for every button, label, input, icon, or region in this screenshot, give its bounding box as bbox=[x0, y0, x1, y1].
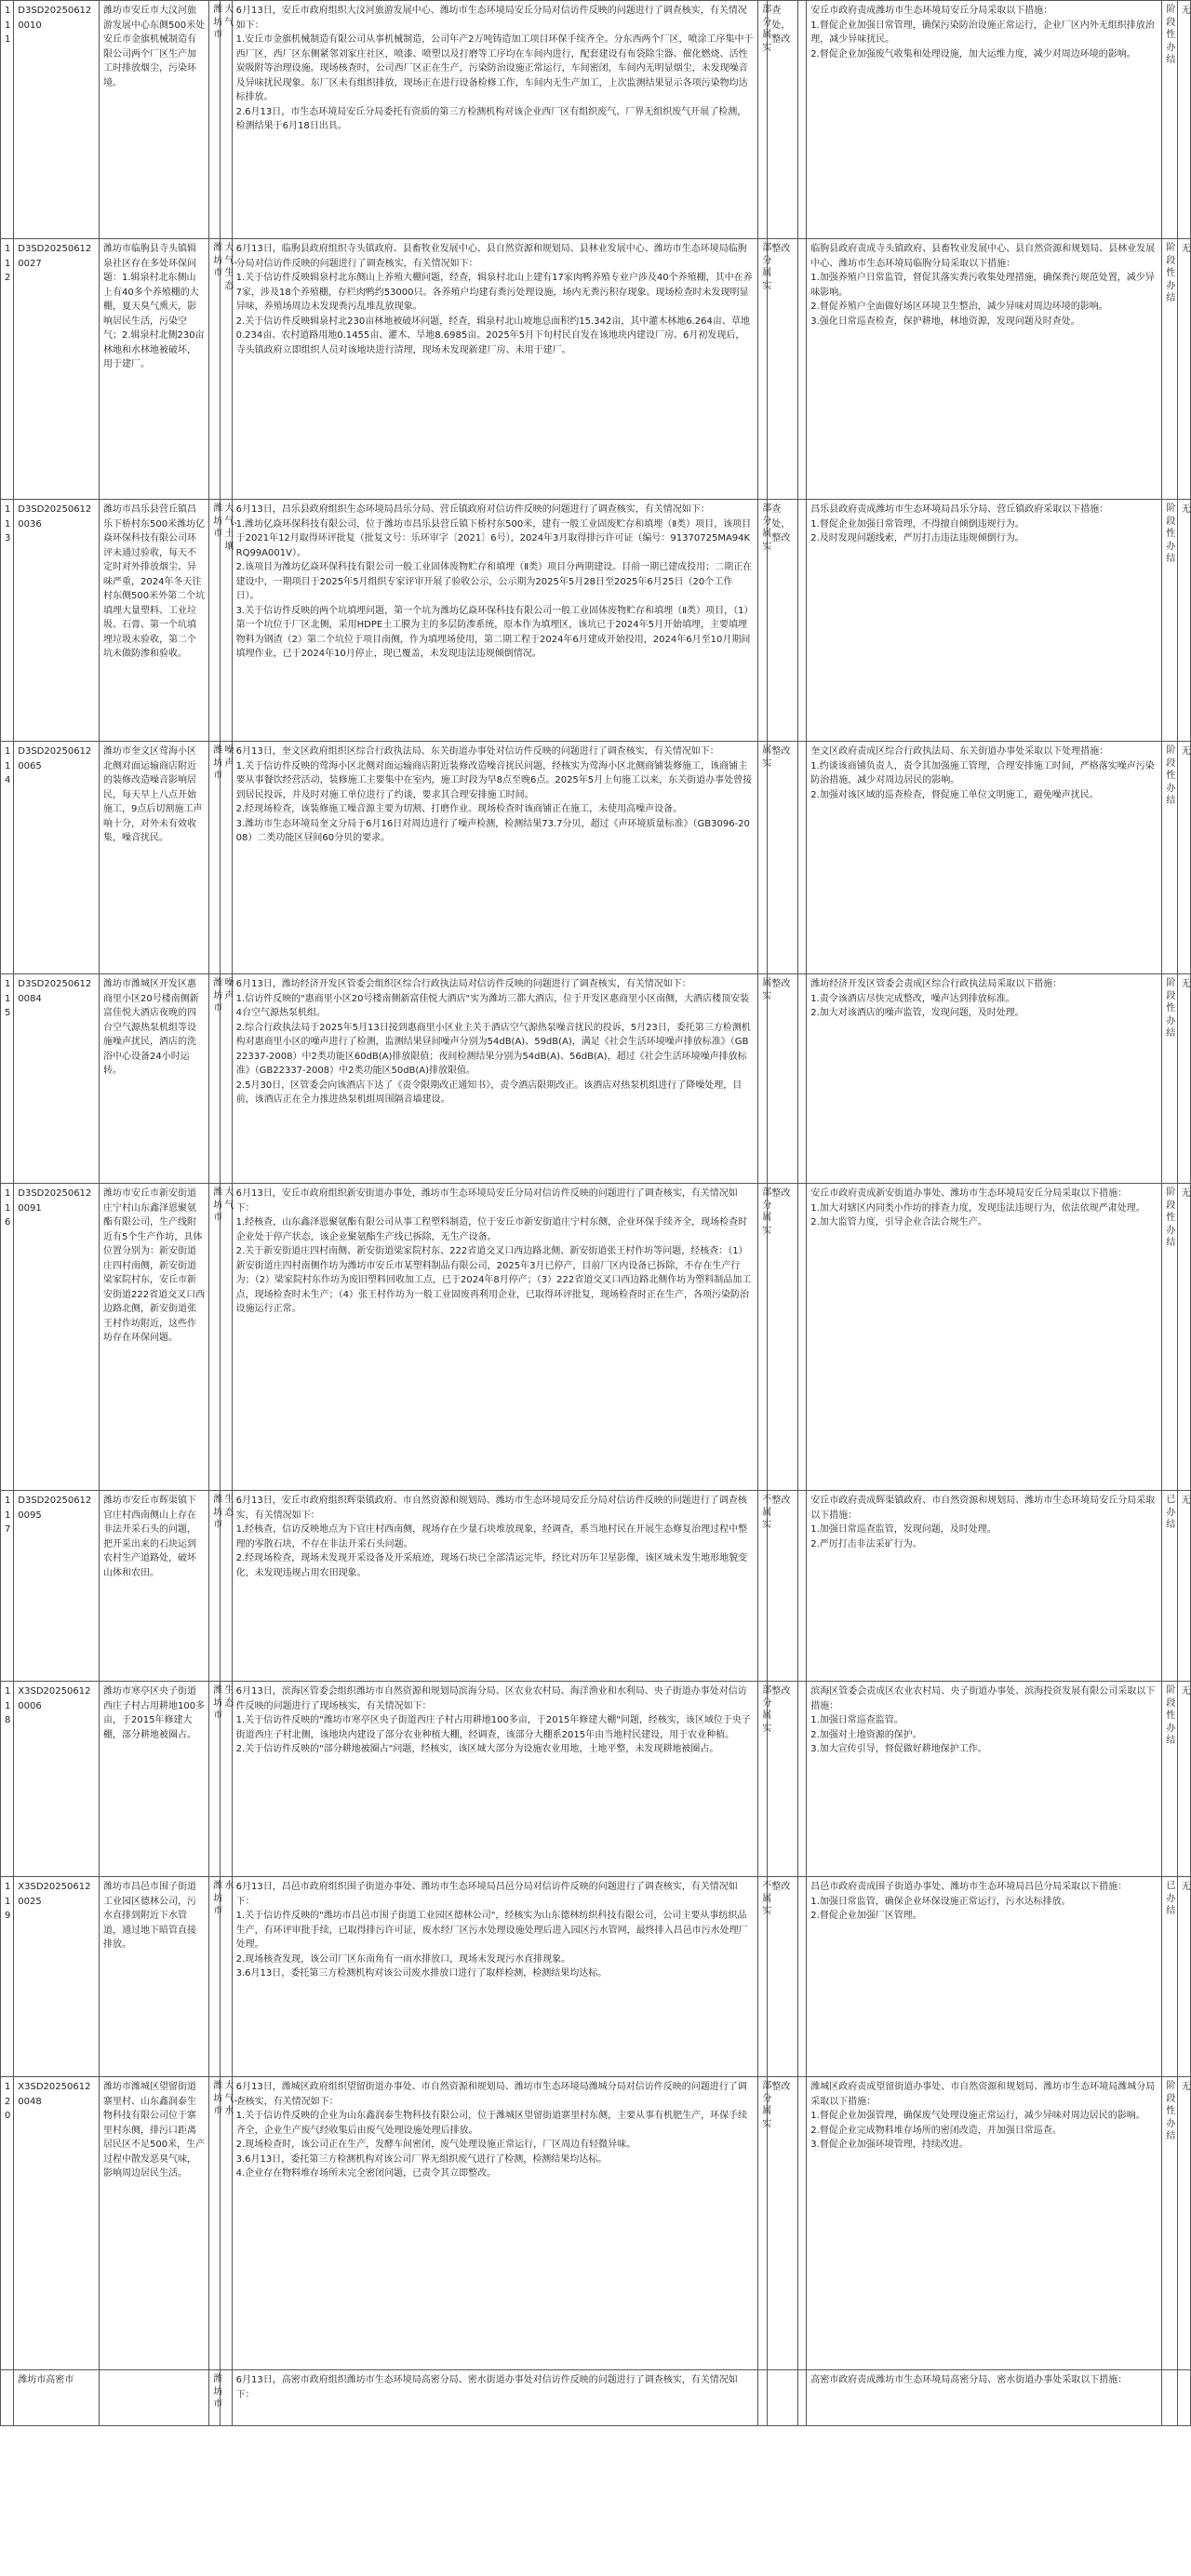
row-stage: 阶段性办结 bbox=[1162, 742, 1177, 974]
row-pollution-type: 生态 bbox=[221, 1682, 232, 1877]
row-district: 潍坊市 bbox=[209, 2077, 221, 2370]
row-pollution-type: 噪声 bbox=[221, 742, 232, 974]
row-description: 潍坊市奎文区莺海小区北侧对面运输商店附近的装修改造噪音影响居民，每天早上八点开始施工，9点后切割施工声响十分，对外未有效收集，噪音扰民。 bbox=[99, 742, 208, 974]
row-extra: 无 bbox=[1177, 2077, 1190, 2370]
row-verified: 部分属实 bbox=[758, 1, 768, 239]
row-verification: 6月13日，潍城区政府组织望留街道办事处、市自然资源和规划局、潍坊市生态环境局潍城分局对信访件反映的问题进行了调查核实，有关情况如下： 1.关于信访件反映的企业为山东鑫润泰生物科技有限公司，位于潍城区望留街道寨里村东侧，主要从事有机肥生产，环保手续齐全，企业生产废气经收集后由废气处理设施处理后排放。 2.现场检查时，该公司正在生产，发酵车间密闭，废气处理设施正常运行，厂区周边有轻微异味。 3.6月13日，委托第三方检测机构对该公司厂界无组织废气进行了检测，检测结果均达标。 4.企业存在物料堆存场所未完全密闭问题，已责令其立即整改。 bbox=[232, 2077, 758, 2370]
row-code: X3SD202506120006 bbox=[14, 1682, 100, 1877]
table-row bbox=[1, 2370, 1191, 2426]
row-spacer bbox=[798, 742, 807, 974]
row-description: 潍坊市潍城区开发区惠商里小区20号楼南侧新富佳悦大酒店夜晚的四台空气源热泵机组等设施噪声扰民，酒店的洗浴中心设备24小时运转。 bbox=[99, 974, 208, 1184]
row-verification: 6月13日，昌邑市政府组织围子街道办事处、潍坊市生态环境局昌邑分局对信访件反映的问题进行了调查核实，有关情况如下： 1.关于信访件反映的"潍坊市昌邑市围子街道工业园区德林公司"，经核实为山东德林纺织科技有限公司，公司主要从事纺织品生产，有环评审批手续，已取得排污许可证，废水经厂区污水处理设施处理后进入园区污水管网，最终排入昌邑市污水处理厂处理。 2.现场核查发现，该公司厂区东南角有一雨水排放口，现场未发现污水直排现象。 3.6月13日，委托第三方检测机构对该公司废水排放口进行了取样检测，检测结果均达标。 bbox=[232, 1877, 758, 2077]
row-verification: 6月13日，昌乐县政府组织生态环境局昌乐分局、营丘镇政府对信访件反映的问题进行了调查核实，有关情况如下： 1.潍坊亿焱环保科技有限公司，位于潍坊市昌乐县营丘镇下桥村东500米，建有一般工业固废贮存和填埋（Ⅱ类）项目，该项目于2021年12月取得环评批复（批复文号：乐环审字〔2021〕6号），2024年3月取得排污许可证（编号：91370725MA94KRQ99A001V）。 2.该项目为潍坊亿焱环保科技有限公司一般工业固体废物贮存和填埋（Ⅱ类）项目分两期建设。目前一期已建成投用；二期正在建设中，一期项目于2025年5月组织专家评审开展了验收公示，公示期为2025年5月28日至2025年6月25日（20个工作日）。 3.关于信访件反映的两个坑填埋问题，第一个坑为潍坊亿焱环保科技有限公司一般工业固体废物贮存和填埋（Ⅱ类）项目，（1）第一个坑位于厂区北侧，采用HDPE土工膜为主的多层防渗系统，原本作为填埋区，该坑已于2024年5月开始填埋，主要填埋物料为钢渣（2）第二个坑位于项目南侧，作为填埋场使用，第二期工程于2024年6月建成开始投用，2024年6月至10月期间填埋作业，已于2024年10月停止，现已覆盖，未发现违法违规倾倒情况。 bbox=[232, 500, 758, 742]
row-seq bbox=[1, 2370, 14, 2426]
row-district: 潍坊市 bbox=[209, 500, 221, 742]
row-seq: 112 bbox=[1, 239, 14, 500]
row-verified: 部分属实 bbox=[758, 1184, 768, 1491]
row-stage: 已办结 bbox=[1162, 1877, 1177, 2077]
row-code: D3SD202506120084 bbox=[14, 974, 100, 1184]
row-spacer bbox=[798, 974, 807, 1184]
row-extra: 无 bbox=[1177, 1682, 1190, 1877]
row-description: 潍坊市临朐县寺头镇辑泉社区存在多处环保问题：1.辑泉村北东侧山上有40多个养殖棚的大棚，夏天臭气熏天，影响居民生活，污染空气；2.辑泉村北侧230亩林地和水林地被破坏，用于建厂。 bbox=[99, 239, 208, 500]
row-code: D3SD202506120010 bbox=[14, 1, 100, 239]
row-pollution-type: 大气、生态 bbox=[221, 239, 232, 500]
row-measures: 临朐县政府责成寺头镇政府、县畜牧业发展中心、县自然资源和规划局、县林业发展中心、潍坊市生态环境局临朐分局采取以下措施： 1.加强养殖户日常监管，督促其落实粪污收集处理措施，确保粪污规范处置，减少异味影响。 2.督促养殖户全面做好场区环境卫生整治，减少异味对周边环境的影响。 3.强化日常巡查检查，保护耕地，林地资源，发现问题及时查处。 bbox=[807, 239, 1162, 500]
row-measures: 安丘市政府责成辉渠镇政府、市自然资源和规划局、潍坊市生态环境局安丘分局采取以下措施： 1.加强日常巡查监管，发现问题，及时处理。 2.严厉打击非法采矿行为。 bbox=[807, 1491, 1162, 1682]
row-extra: 无 bbox=[1177, 239, 1190, 500]
row-handling-type: 整改 bbox=[768, 974, 798, 1184]
row-district: 潍坊市 bbox=[209, 974, 221, 1184]
row-spacer bbox=[798, 239, 807, 500]
table-row bbox=[1, 974, 1191, 1184]
row-code: D3SD202506120095 bbox=[14, 1491, 100, 1682]
row-measures: 安丘市政府责成潍坊市生态环境局安丘分局采取以下措施： 1.督促企业加强日常管理，确保污染防治设施正常运行，企业厂区内外无组织排放治理，减少异味扰民。 2.督促企业加强废气收集和处理设施，加大运维力度，减少对周边环境的影响。 bbox=[807, 1, 1162, 239]
row-verified bbox=[758, 2370, 768, 2426]
row-spacer bbox=[798, 500, 807, 742]
table-row bbox=[1, 1, 1191, 239]
row-extra: 无 bbox=[1177, 500, 1190, 742]
row-verification: 6月13日，潍坊经济开发区管委会组织区综合行政执法局对信访件反映的问题进行了调查核实，有关情况如下： 1.信访件反映的"惠商里小区20号楼南侧新富佳悦大酒店"实为潍坊三都大酒店，位于开发区惠商里小区南侧，大酒店楼顶安装4台空气源热泵机组。 2.综合行政执法局于2025年5月13日接到惠商里小区业主关于酒店空气源热泵噪音扰民的投诉，5月23日，委托第三方检测机构对惠商里小区的噪声进行了检测，监测结果昼间噪声分别为54dB(A)、59dB(A)，满足《社会生活环境噪声排放标准》（GB22337-2008）中2类功能区60dB(A)排放限值；夜间检测结果分别为54dB(A)、56dB(A)，超过《社会生活环境噪声排放标准》（GB22337-2008）中2类功能区50dB(A)排放限值。 2.5月30日，区管委会向该酒店下达了《责令限期改正通知书》，责令酒店限期改正。该酒店对热泵机组进行了降噪处理，目前，该酒店正在全力推进热泵机组周围隔音墙建设。 bbox=[232, 974, 758, 1184]
row-description: 潍坊市安丘市大汶河旅游发展中心东侧500米处安丘市金旗机械制造有限公司两个厂区生产加工时排放烟尘，污染环境。 bbox=[99, 1, 208, 239]
row-description: 潍坊市昌邑市围子街道工业园区德林公司，污水直排到附近下水管道，通过地下暗管直接排放。 bbox=[99, 1877, 208, 2077]
row-stage: 已办结 bbox=[1162, 1491, 1177, 1682]
row-stage: 阶段性办结 bbox=[1162, 500, 1177, 742]
row-district: 潍坊市 bbox=[209, 1877, 221, 2077]
row-code: D3SD202506120027 bbox=[14, 239, 100, 500]
row-spacer bbox=[798, 1184, 807, 1491]
row-seq: 115 bbox=[1, 974, 14, 1184]
row-spacer bbox=[798, 1877, 807, 2077]
row-handling-type: 整改 bbox=[768, 742, 798, 974]
row-handling-type bbox=[768, 2370, 798, 2426]
row-verified: 部分属实 bbox=[758, 500, 768, 742]
row-handling-type: 整改 bbox=[768, 1877, 798, 2077]
row-extra: 无 bbox=[1177, 742, 1190, 974]
row-stage: 阶段性办结 bbox=[1162, 1682, 1177, 1877]
row-description: 潍坊市潍城区望留街道寨里村、山东鑫润泰生物科技有限公司位于寨里村东侧，排污口距离居民区不足500米，生产过程中散发恶臭气味，影响周边居民生活。 bbox=[99, 2077, 208, 2370]
row-measures: 潍坊经济开发区管委会责成区综合行政执法局采取以下措施： 1.责令该酒店尽快完成整改，噪声达到排放标准。 2.加大对该酒店的噪声监管，发现问题，及时处理。 bbox=[807, 974, 1162, 1184]
row-pollution-type: 生态 bbox=[221, 1491, 232, 1682]
row-seq: 116 bbox=[1, 1184, 14, 1491]
row-verification: 6月13日，临朐县政府组织寺头镇政府、县畜牧业发展中心、县自然资源和规划局、县林业发展中心、潍坊市生态环境局临朐分局对信访件反映的问题进行了调查核实，有关情况如下： 1.关于信访件反映辑泉村北东侧山上养殖大棚问题，经查，辑泉村北山上建有17家肉鸭养殖专业户涉及40个养殖棚，其中在养7家，涉及18个养殖棚，存栏肉鸭约53000只。各养殖户均建有粪污处理设施，场内无粪污积存现象。现场检查时未发现明显异味，养殖场周边未发现粪污乱堆乱放现象。 2.关于信访件反映辑泉村北230亩林地被破坏问题，经查，辑泉村北山坡地总面积约15.342亩，其中灌木林地6.264亩、草地0.234亩、农村道路用地0.1455亩、灌木、旱地8.6985亩。2025年5月下旬村民自发在该地块内建设厂房。6月初发现后，寺头镇政府立即组织人员对该地块进行清理，现场未发现新建厂房、未用于建厂。 bbox=[232, 239, 758, 500]
row-district: 潍坊市 bbox=[209, 239, 221, 500]
row-district: 潍坊市 bbox=[209, 1, 221, 239]
row-extra: 无 bbox=[1177, 974, 1190, 1184]
table-row bbox=[1, 1877, 1191, 2077]
row-verified: 不属实 bbox=[758, 1491, 768, 1682]
row-verification: 6月13日，奎文区政府组织区综合行政执法局、东关街道办事处对信访件反映的问题进行了调查核实，有关情况如下： 1.关于信访件反映的莺海小区北侧对面运输商店附近装修改造噪音扰民问题，经核实为莺海小区北侧商铺装修施工，该商铺主要从事餐饮经营活动，装修施工主要集中在室内，施工时段为早8点至晚6点。2025年5月上旬施工以来，东关街道办事处曾接到居民投诉，并及时对施工单位进行了约谈，要求其合理安排施工时间。 2.经现场检查，该装修施工噪音源主要为切割、打磨作业。现场检查时该商铺正在施工，未使用高噪声设备。 3.潍坊市生态环境局奎文分局于6月16日对周边进行了噪声检测，检测结果73.7分贝，超过《声环境质量标准》（GB3096-2008）二类功能区昼间60分贝的要求。 bbox=[232, 742, 758, 974]
row-verified: 部分属实 bbox=[758, 1682, 768, 1877]
row-handling-type: 整改 bbox=[768, 1682, 798, 1877]
row-pollution-type: 大气、水 bbox=[221, 2077, 232, 2370]
row-handling-type: 查处，整改 bbox=[768, 500, 798, 742]
row-description: 潍坊市安丘市辉渠镇下官庄村西南侧山上存在非法开采石头的问题，把开采出来的石块运到农村生产道路处，破坏山体和农田。 bbox=[99, 1491, 208, 1682]
row-description: 潍坊市安丘市新安街道庄宁村山东鑫泽恩聚氨酯有限公司，生产线附近有5个生产作坊，具体位置分别为：新安街道庄四村南侧，新安街道梁家院村东，安丘市新安街道222省道交叉口西边路北侧，新安街道张王村作坊附近，这些作坊存在环保问题。 bbox=[99, 1184, 208, 1491]
row-description bbox=[99, 2370, 208, 2426]
row-pollution-type: 噪声 bbox=[221, 974, 232, 1184]
row-stage: 阶段性办结 bbox=[1162, 974, 1177, 1184]
row-handling-type: 整改 bbox=[768, 1184, 798, 1491]
row-verified: 属实 bbox=[758, 974, 768, 1184]
row-district: 潍坊市 bbox=[209, 2370, 221, 2426]
row-measures: 安丘市政府责成新安街道办事处、潍坊市生态环境局安丘分局采取以下措施： 1.加大对辖区内同类小作坊的排查力度，发现违法违规行为，依法依规严肃处理。 2.加大监管力度，引导企业合法合规生产。 bbox=[807, 1184, 1162, 1491]
row-handling-type: 查处，整改 bbox=[768, 1, 798, 239]
row-verification: 6月13日，滨海区管委会组织潍坊市自然资源和规划局滨海分局、区农业农村局、海洋渔业和水利局、央子街道办事处对信访件反映的问题进行了现场核实，有关情况如下： 1.关于信访件反映的"潍坊市寒亭区央子街道西庄子村占用耕地100多亩，于2015年修建大棚"问题，经核实，该区域位于央子街道西庄子村北侧，该地块内建设了部分农业种植大棚，经调查，该部分大棚系2015年由当地村民建设，用于农业种植。 2.关于信访件反映的"部分耕地被圈占"问题，经核实，该区域大部分为设施农业用地，土地平整，未发现耕地被圈占。 bbox=[232, 1682, 758, 1877]
row-seq: 120 bbox=[1, 2077, 14, 2370]
row-spacer bbox=[798, 2370, 807, 2426]
row-code: D3SD202506120036 bbox=[14, 500, 100, 742]
row-handling-type: 整改 bbox=[768, 239, 798, 500]
row-extra: 无 bbox=[1177, 1, 1190, 239]
row-handling-type: 整改 bbox=[768, 2077, 798, 2370]
row-measures: 潍城区政府责成望留街道办事处、市自然资源和规划局、潍坊市生态环境局潍城分局采取以下措施： 1.督促企业加强管理，确保废气处理设施正常运行，减少异味对周边居民的影响。 2.督促企业完成物料堆存场所的密闭改造，并加强日常巡查。 3.督促企业加强环境管理，持续改进。 bbox=[807, 2077, 1162, 2370]
row-district: 潍坊市 bbox=[209, 1491, 221, 1682]
row-verification: 6月13日，安丘市政府组织大汶河旅游发展中心、潍坊市生态环境局安丘分局对信访件反映的问题进行了调查核实，有关情况如下： 1.安丘市金旗机械制造有限公司从事机械制造，公司年产2万吨铸造加工项目环保手续齐全。分东西两个厂区，喷涂工序集中于西厂区，西厂区东侧紧邻刘家庄社区，喷漆、喷塑以及打磨等工序均在车间内进行，配套建设有布袋除尘器、催化燃烧、活性炭吸附等治理设施。现场核查时，公司西厂区正在生产，污染防治设施正常运行，车间密闭，车间内无明显烟尘，未发现噪音及异味扰民现象。东厂区未有组织排放，现场正在进行设备检修工作，车间内无生产加工，上次监测结果显示各项污染物均达标排放。 2.6月13日，市生态环境局安丘分局委托有资质的第三方检测机构对该企业西厂区有组织废气、厂界无组织废气开展了检测，检测结果于6月18日出具。 bbox=[232, 1, 758, 239]
row-verified: 属实 bbox=[758, 742, 768, 974]
row-measures: 奎文区政府责成区综合行政执法局、东关街道办事处采取以下处理措施： 1.约谈该商铺负责人，责令其加强施工管理，合理安排施工时间，严格落实噪声污染防治措施，减少对周边居民的影响。 2.加强对该区域的巡查检查，督促施工单位文明施工，避免噪声扰民。 bbox=[807, 742, 1162, 974]
row-stage: 阶段性办结 bbox=[1162, 2077, 1177, 2370]
row-pollution-type: 水 bbox=[221, 1877, 232, 2077]
row-measures: 高密市政府责成潍坊市生态环境局高密分局、密水街道办事处采取以下措施： bbox=[807, 2370, 1162, 2426]
row-extra bbox=[1177, 2370, 1190, 2426]
row-extra: 无 bbox=[1177, 1491, 1190, 1682]
row-seq: 111 bbox=[1, 1, 14, 239]
row-district: 潍坊市 bbox=[209, 1184, 221, 1491]
table-row bbox=[1, 1184, 1191, 1491]
row-measures: 滨海区管委会责成区农业农村局、央子街道办事处、滨海投资发展有限公司采取以下措施： 1.加强日常巡查监管。 2.加强对土地资源的保护。 3.加大宣传引导，督促做好耕地保护工作。 bbox=[807, 1682, 1162, 1877]
row-code: X3SD202506120025 bbox=[14, 1877, 100, 2077]
row-verification: 6月13日，安丘市政府组织新安街道办事处，潍坊市生态环境局安丘分局对信访件反映的问题进行了调查核实，有关情况如下： 1.经核查，山东鑫泽恩聚氨酯有限公司从事工程塑料制造，位于安丘市新安街道庄宁村东侧，企业环保手续齐全，现场检查时企业处于停产状态，该企业聚氨酯生产线已拆除，无生产设备。 2.关于新安街道庄四村南侧、新安街道梁家院村东、222省道交叉口西边路北侧、新安街道张王村作坊等问题，经核查：（1）新安街道庄四村南侧作坊为潍坊市安丘市某塑料制品有限公司，2025年3月已停产，目前厂区内设备已拆除，不存在生产行为；（2）梁家院村东作坊为废旧塑料回收加工点，已于2024年8月停产；（3）222省道交叉口西边路北侧作坊为塑料制品加工点，现场检查时未生产；（4）张王村作坊为一般工业固废再利用企业，已取得环评批复，现场检查时正在生产，各项污染防治设施运行正常。 bbox=[232, 1184, 758, 1491]
row-pollution-type: 大气 bbox=[221, 1184, 232, 1491]
row-spacer bbox=[798, 1, 807, 239]
row-stage: 阶段性办结 bbox=[1162, 239, 1177, 500]
table-row bbox=[1, 1491, 1191, 1682]
row-seq: 118 bbox=[1, 1682, 14, 1877]
row-measures: 昌乐县政府责成潍坊市生态环境局昌乐分局、营丘镇政府采取以下措施： 1.督促企业加强日常管理，不得擅自倾倒违规行为。 2.及时发现问题线索，严厉打击违法违规倾倒行为。 bbox=[807, 500, 1162, 742]
row-extra: 无 bbox=[1177, 1184, 1190, 1491]
row-seq: 117 bbox=[1, 1491, 14, 1682]
row-district: 潍坊市 bbox=[209, 1682, 221, 1877]
row-stage bbox=[1162, 2370, 1177, 2426]
table-row bbox=[1, 239, 1191, 500]
row-code: X3SD202506120048 bbox=[14, 2077, 100, 2370]
row-stage: 阶段性办结 bbox=[1162, 1184, 1177, 1491]
row-spacer bbox=[798, 1491, 807, 1682]
row-code: 潍坊市高密市 bbox=[14, 2370, 100, 2426]
row-spacer bbox=[798, 2077, 807, 2370]
table-row bbox=[1, 1682, 1191, 1877]
row-pollution-type: 大气 bbox=[221, 1, 232, 239]
row-seq: 113 bbox=[1, 500, 14, 742]
row-code: D3SD202506120065 bbox=[14, 742, 100, 974]
row-description: 潍坊市寒亭区央子街道西庄子村占用耕地100多亩，于2015年修建大棚，部分耕地被圈占。 bbox=[99, 1682, 208, 1877]
row-verification: 6月13日，高密市政府组织潍坊市生态环境局高密分局、密水街道办事处对信访件反映的问题进行了调查核实，有关情况如下： bbox=[232, 2370, 758, 2426]
table-row bbox=[1, 742, 1191, 974]
table-row bbox=[1, 500, 1191, 742]
row-seq: 114 bbox=[1, 742, 14, 974]
table-row bbox=[1, 2077, 1191, 2370]
row-extra: 无 bbox=[1177, 1877, 1190, 2077]
row-measures: 昌邑市政府责成围子街道办事处、潍坊市生态环境局昌邑分局采取以下措施： 1.加强日常监管，确保企业环保设施正常运行，污水达标排放。 2.督促企业加强厂区管理。 bbox=[807, 1877, 1162, 2077]
row-description: 潍坊市昌乐县营丘镇昌乐下桥村东500米潍坊亿焱环保科技有限公司环评未通过验收，每天不定时对外排放烟尘、异味严重，2024年冬天往村东侧500米外第二个坑填埋大量塑料、工业垃圾、石膏、第一个坑填埋垃圾未验收，第二个坑未做防渗和验收。 bbox=[99, 500, 208, 742]
row-verified: 不属实 bbox=[758, 1877, 768, 2077]
row-district: 潍坊市 bbox=[209, 742, 221, 974]
row-code: D3SD202506120091 bbox=[14, 1184, 100, 1491]
row-spacer bbox=[798, 1682, 807, 1877]
row-stage: 阶段性办结 bbox=[1162, 1, 1177, 239]
row-verified: 部分属实 bbox=[758, 2077, 768, 2370]
row-verification: 6月13日，安丘市政府组织辉渠镇政府、市自然资源和规划局、潍坊市生态环境局安丘分局对信访件反映的问题进行了调查核实，有关情况如下： 1.经核查，信访反映地点为下官庄村西南侧，现场存在少量石块堆放现象，经调查，系当地村民在开展生态修复治理过程中整理的零散石块，不存在非法开采石头问题。 2.经现场检查，现场未发现开采设备及开采痕迹，现场石块已全部清运完毕，经比对历年卫星影像，该区域未发生地形地貌变化，未发现违规占用农田现象。 bbox=[232, 1491, 758, 1682]
row-handling-type: 整改 bbox=[768, 1491, 798, 1682]
row-verified: 部分属实 bbox=[758, 239, 768, 500]
row-seq: 119 bbox=[1, 1877, 14, 2077]
row-pollution-type: 大气、土壤 bbox=[221, 500, 232, 742]
